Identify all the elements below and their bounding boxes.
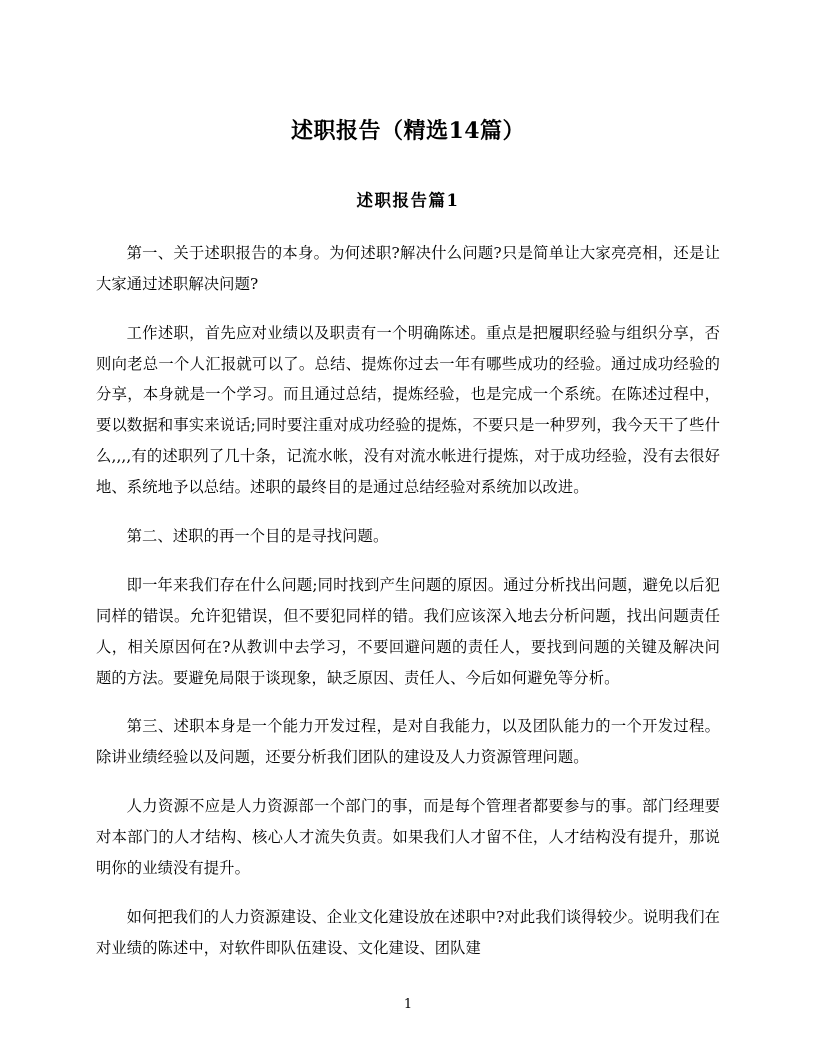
paragraph-3: 第二、述职的再一个目的是寻找问题。	[126, 527, 389, 546]
paragraph-6: 人力资源不应是人力资源部一个部门的事，而是每个管理者都要参与的事。部门经理要对本部门的人才结构、核心人才流失负责。如果我们人才留不住，人才结构没有提升，那说明你的业绩没有提升。	[96, 797, 720, 878]
page-title: 述职报告（精选14篇）	[290, 118, 526, 144]
paragraph-7: 如何把我们的人力资源建设、企业文化建设放在述职中?对此我们谈得较少。说明我们在对业绩的陈述中，对软件即队伍建设、文化建设、团队建	[96, 907, 720, 957]
paragraph-2: 工作述职，首先应对业绩以及职责有一个明确陈述。重点是把履职经验与组织分享，否则向老总一个人汇报就可以了。总结、提炼你过去一年有哪些成功的经验。通过成功经验的分享，本身就是一个学习。而且通过总结，提炼经验，也是完成一个系统。在陈述过程中，要以数据和事实来说话;同时要注重对成功经验的提炼，不要只是一种罗列，我今天干了些什么,,,,有的述职列了几十条，记流水帐，没有对流水帐进行提炼，对于成功经验，没有去很好地、系统地予以总结。述职的最终目的是通过总结经验对系统加以改进。	[96, 323, 720, 497]
section-title: 述职报告篇1	[356, 190, 460, 210]
paragraph-1: 第一、关于述职报告的本身。为何述职?解决什么问题?只是简单让大家亮亮相，还是让大家通过述职解决问题?	[96, 243, 720, 293]
paragraph-4: 即一年来我们存在什么问题;同时找到产生问题的原因。通过分析找出问题，避免以后犯同样的错误。允许犯错误，但不要犯同样的错。我们应该深入地去分析问题，找出问题责任人，相关原因何在?从教训中去学习，不要回避问题的责任人，要找到问题的关键及解决问题的方法。要避免局限于谈现象，缺乏原因、责任人、今后如何避免等分析。	[96, 575, 720, 687]
page-number: 1	[403, 997, 413, 1012]
paragraph-5: 第三、述职本身是一个能力开发过程，是对自我能力，以及团队能力的一个开发过程。除讲业绩经验以及问题，还要分析我们团队的建设及人力资源管理问题。	[96, 717, 720, 767]
